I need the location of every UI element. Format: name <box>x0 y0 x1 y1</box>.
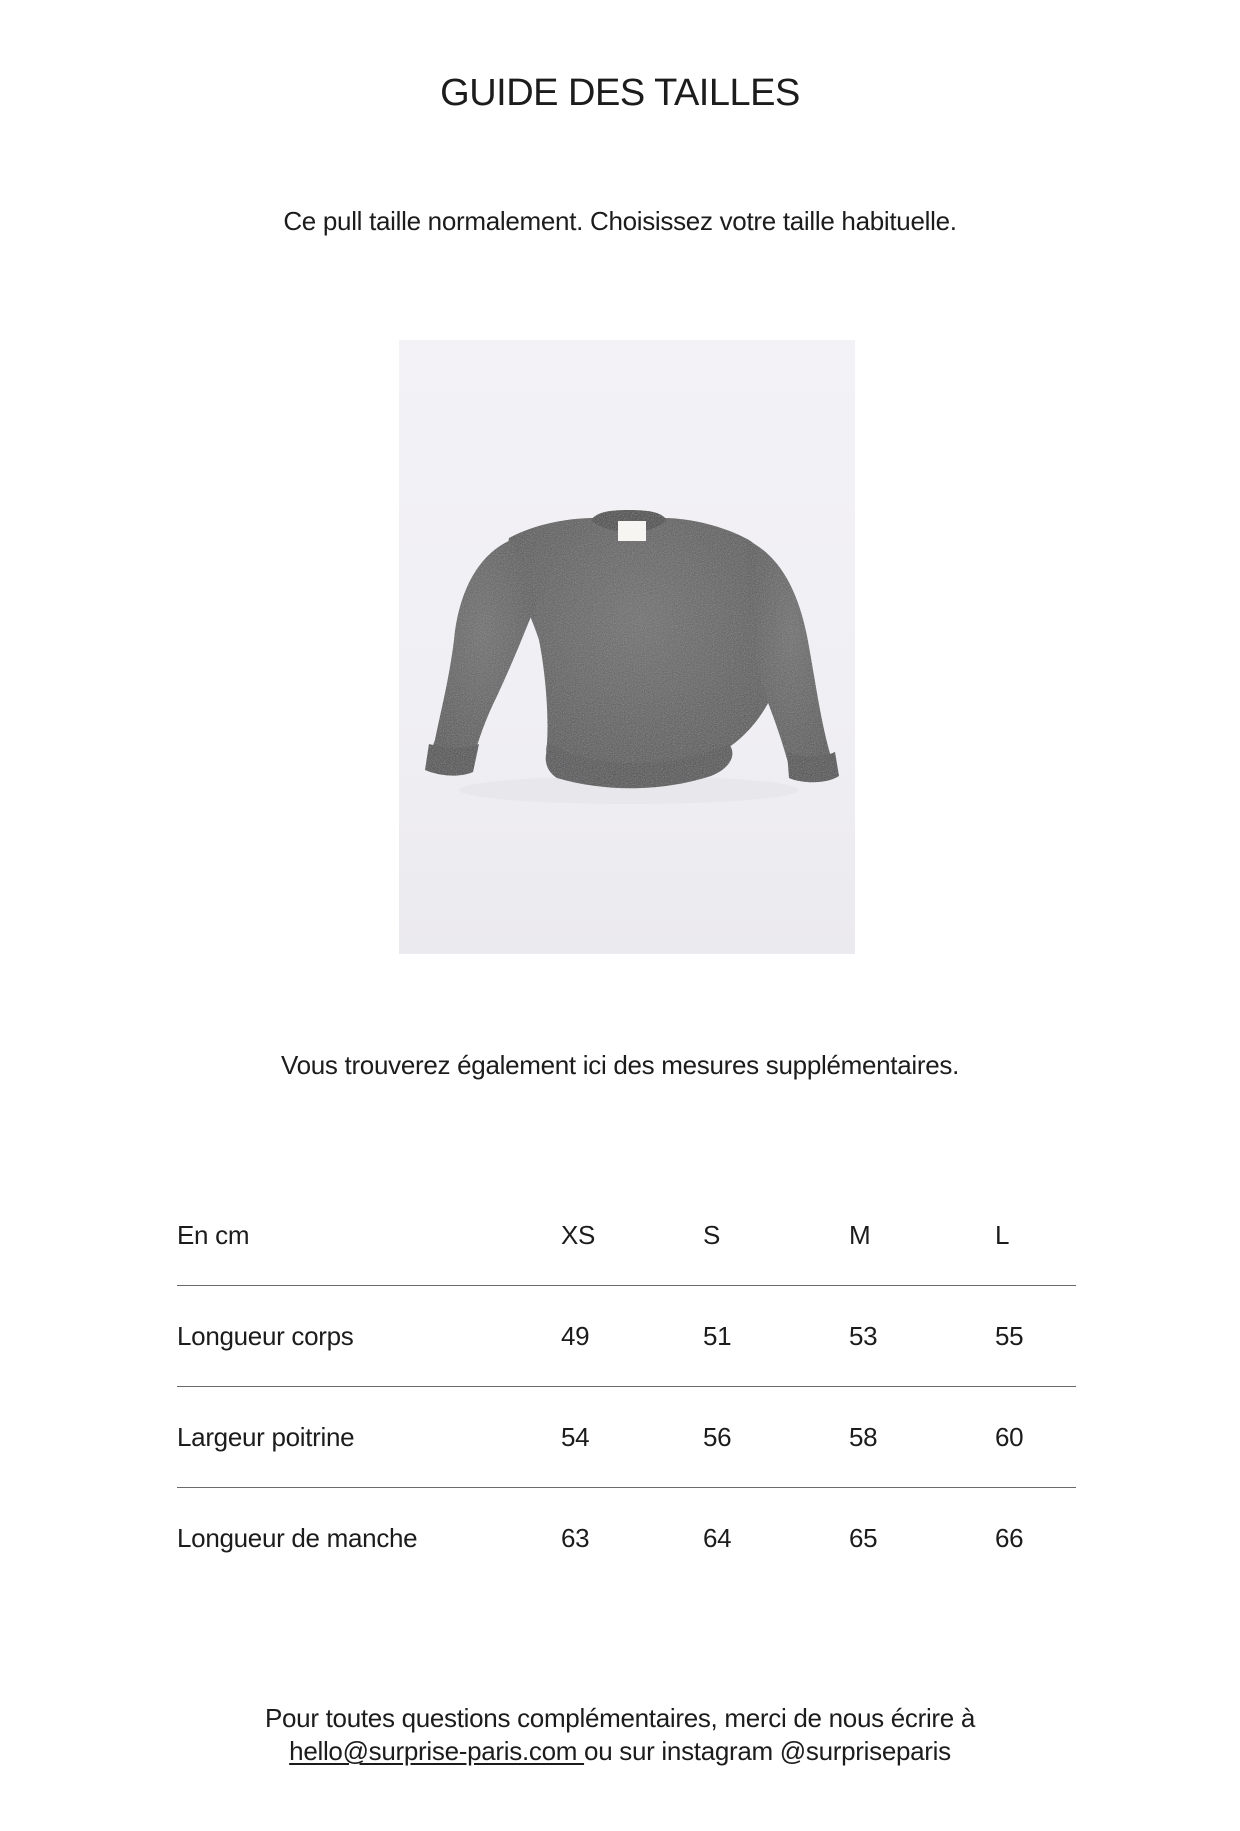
row-label: Longueur de manche <box>177 1488 561 1589</box>
table-row <box>177 1387 1076 1488</box>
row-label: Largeur poitrine <box>177 1387 561 1488</box>
intro-text: Ce pull taille normalement. Choisissez votre taille habituelle. <box>283 206 957 236</box>
cell-value: 58 <box>849 1387 995 1488</box>
cell-value: 51 <box>703 1286 849 1387</box>
header-size-s: S <box>703 1219 721 1250</box>
header-unit: En cm <box>177 1219 250 1250</box>
extra-measurements-text: Vous trouverez également ici des mesures supplémentaires. <box>280 1050 960 1080</box>
cell-value: 55 <box>995 1286 1076 1387</box>
cell-value: 56 <box>703 1387 849 1488</box>
cell-value: 60 <box>995 1387 1076 1488</box>
cell-value: 64 <box>703 1488 849 1589</box>
email-link[interactable]: hello@surprise-paris.com <box>289 1736 585 1766</box>
row-label: Longueur corps <box>177 1286 561 1387</box>
table-row <box>177 1488 1076 1589</box>
cell-value: 54 <box>561 1387 703 1488</box>
cell-value: 65 <box>849 1488 995 1589</box>
table-header-row <box>177 1185 1076 1286</box>
header-size-m: M <box>849 1219 871 1250</box>
brand-label <box>618 521 646 541</box>
header-size-xs: XS <box>561 1219 596 1250</box>
footer-line-1: Pour toutes questions complémentaires, merci de nous écrire à <box>264 1703 976 1733</box>
cell-value: 49 <box>561 1286 703 1387</box>
cell-value: 66 <box>995 1488 1076 1589</box>
page-title: GUIDE DES TAILLES <box>440 72 800 114</box>
footer-line-2 <box>0 1735 1240 1768</box>
size-table <box>177 1185 1076 1588</box>
sweater-illustration <box>425 510 839 788</box>
header-size-l: L <box>995 1219 1010 1250</box>
contact-footer <box>0 1702 1240 1768</box>
instagram-text: ou sur instagram @surpriseparis <box>584 1736 951 1766</box>
cell-value: 53 <box>849 1286 995 1387</box>
table-row <box>177 1286 1076 1387</box>
cell-value: 63 <box>561 1488 703 1589</box>
sweater-photo <box>399 340 855 954</box>
